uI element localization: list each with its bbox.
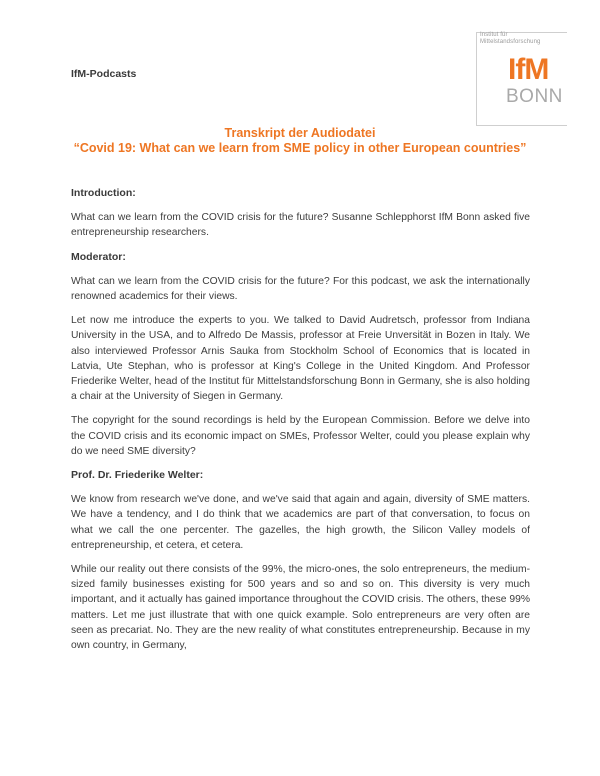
logo-subtitle: [480, 32, 540, 46]
title-line-1: Transkript der Audiodatei: [224, 126, 376, 140]
document-title: [71, 126, 529, 156]
ifm-bonn-logo: [476, 28, 576, 126]
title-line-2: “Covid 19: What can we learn from SME policy in other European countries”: [73, 141, 527, 155]
paragraph: What can we learn from the COVID crisis for the future? For this podcast, we ask the internationally renowned academics for their views.: [71, 275, 530, 303]
paragraph: What can we learn from the COVID crisis for the future? Susanne Schlepphorst IfM Bonn asked five entrepreneurship researchers.: [71, 212, 530, 239]
logo-wordmark: IfM: [508, 53, 549, 86]
paragraph: The copyright for the sound recordings is held by the European Commission. Before we delve into the COVID crisis and its economic impact on SMEs, Professor Welter, could you please explain why do we need SME diversity?: [71, 415, 530, 457]
section-heading-welter: Prof. Dr. Friederike Welter:: [71, 469, 204, 482]
logo-city: BONN: [506, 86, 563, 107]
logo-subtitle-line1: Institut für: [480, 32, 508, 38]
paragraph: We know from research we've done, and we've said that again and again, diversity of SME matters. We have a tendency, and I do think that we academics are part of that conversation, to focus on what we call the one percenter. The gazelles, the high growth, the Silicon Valley models of entrepreneurship, et cetera, et cetera.: [71, 494, 530, 551]
header-label: IfM-Podcasts: [71, 68, 137, 80]
section-heading-moderator: Moderator:: [71, 250, 126, 263]
paragraph: While our reality out there consists of the 99%, the micro-ones, the solo entrepreneurs, the medium-sized family businesses existing for 500 years and so and so on. This diversity is very much important, and it actually has gained importance throughout the COVID crisis. The others, these 99% matters. Let me just illustrate that with one quick example. Solo entrepreneurs are very often are seen as precariat. No. They are the new reality of what constitutes entrepreneurship. Because in my own country, in Germany,: [71, 564, 530, 652]
transcript-body: [71, 186, 530, 653]
logo-subtitle-line2: Mittelstandsforschung: [480, 39, 541, 45]
paragraph: Let now me introduce the experts to you. We talked to David Audretsch, professor from Indiana University in the USA, and to Alfredo De Massis, professor at Freie Unversität in Bozen in Italy. We also interviewed Professor Arnis Sauka from Stockholm School of Economics that is located in Latvia, Ute Stephan, who is professor at King's College in the United Kingdom. And Professor Friederike Welter, head of the Institut für Mittelstandsforschung Bonn in Germany, she is also holding a chair at the University of Siegen in Germany.: [71, 315, 530, 403]
section-heading-introduction: Introduction:: [71, 187, 136, 199]
